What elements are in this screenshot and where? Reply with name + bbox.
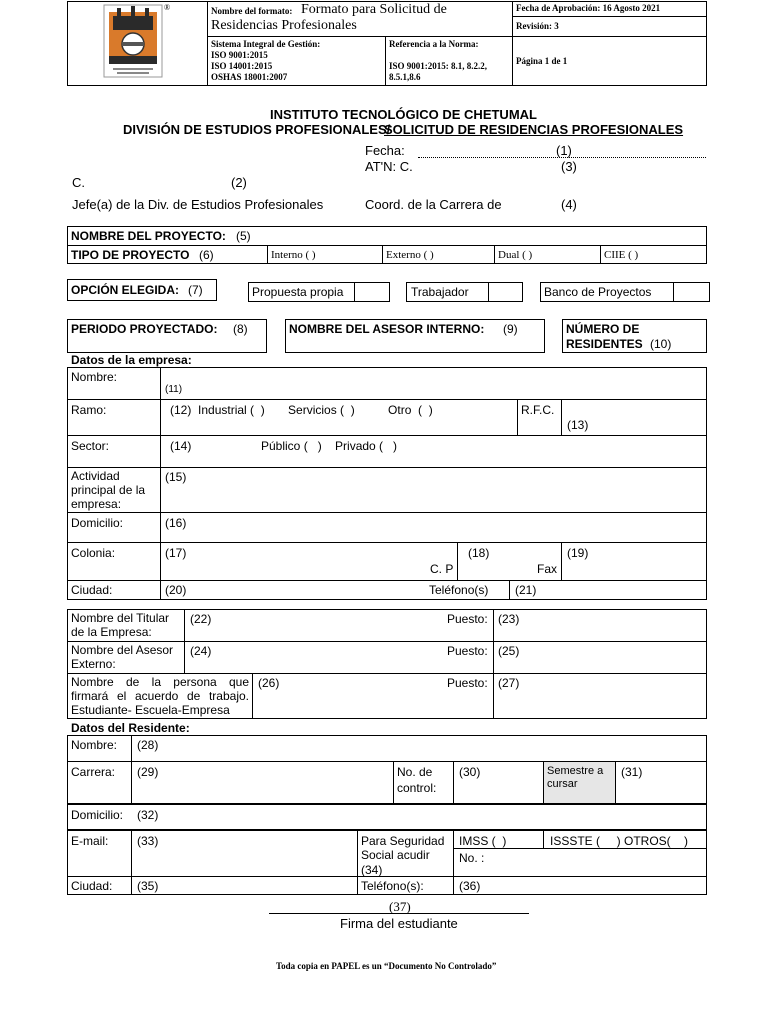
divider [385, 36, 386, 86]
format-name-2: Residencias Profesionales [211, 18, 357, 33]
control-label-2: control: [397, 781, 437, 795]
control-label-1: No. de [397, 765, 433, 779]
project-name-label: NOMBRE DEL PROYECTO: [71, 229, 226, 243]
company-ciudad-label: Ciudad: [71, 583, 113, 597]
imss-option[interactable]: IMSS ( ) [459, 834, 507, 848]
footer-note: Toda copia en PAPEL es un “Documento No Controlado” [276, 961, 497, 971]
company-ramo-options[interactable]: (12) Industrial ( ) Servicios ( ) Otro ( ) [170, 403, 433, 417]
divider [67, 641, 707, 642]
format-name-1: Formato para Solicitud de [301, 2, 447, 17]
company-sector-label: Sector: [71, 439, 110, 453]
divider [615, 761, 616, 804]
divider [354, 282, 355, 302]
student-n34[interactable]: (34) [361, 863, 383, 877]
advisor-label: NOMBRE DEL ASESOR INTERNO: [289, 322, 485, 336]
semestre-label-1: Semestre a [547, 765, 604, 777]
company-n17[interactable]: (17) [165, 546, 187, 560]
institute-title: INSTITUTO TECNOLÓGICO DE CHETUMAL [270, 107, 537, 122]
student-domicilio-label: Domicilio: [71, 808, 124, 822]
company-n27[interactable]: (27) [498, 676, 520, 690]
type-externo[interactable]: Externo ( ) [386, 249, 434, 261]
iso-14001: ISO 14001:2015 [211, 61, 273, 71]
divider [488, 282, 489, 302]
divider [67, 435, 707, 436]
divider [512, 16, 707, 17]
divider [494, 245, 495, 264]
company-domicilio-label: Domicilio: [71, 516, 124, 530]
type-dual[interactable]: Dual ( ) [498, 249, 533, 261]
student-carrera-label: Carrera: [71, 765, 116, 779]
residents-label-2: RESIDENTES [566, 337, 643, 351]
company-nombre-label: Nombre: [71, 370, 118, 384]
company-ramo-label: Ramo: [71, 403, 107, 417]
company-n24[interactable]: (24) [190, 644, 212, 658]
company-n14: (14) [170, 439, 192, 453]
student-n30[interactable]: (30) [459, 765, 481, 779]
asesor-ext-label: Nombre del Asesor Externo: [71, 643, 174, 671]
student-section-title: Datos del Residente: [71, 721, 190, 735]
project-type-label: TIPO DE PROYECTO [71, 248, 190, 262]
option-trabajador-label: Trabajador [411, 285, 469, 299]
system-title: Sistema Integral de Gestión: [211, 39, 321, 49]
company-n13[interactable]: (13) [567, 418, 589, 432]
student-ciudad-label: Ciudad: [71, 879, 113, 893]
c-num: (2) [231, 175, 247, 190]
company-n26[interactable]: (26) [258, 676, 280, 690]
ss-number-label[interactable]: No. : [459, 851, 485, 865]
issste-options[interactable]: ISSSTE ( ) OTROS( ) [550, 834, 689, 848]
divider [453, 830, 454, 895]
divider [67, 512, 707, 513]
c-label: C. [72, 175, 85, 190]
institution-logo [103, 4, 163, 78]
company-n23[interactable]: (23) [498, 612, 520, 626]
seguridad-label-1: Para Seguridad [361, 834, 445, 848]
type-interno[interactable]: Interno ( ) [271, 249, 316, 261]
project-type-num: (6) [199, 248, 214, 262]
signature-num: (37) [389, 899, 411, 914]
project-name-num[interactable]: (5) [236, 229, 251, 243]
oshas: OSHAS 18001:2007 [211, 72, 288, 82]
company-table [67, 367, 707, 600]
norm-ref-2: 8.5.1,8.6 [389, 72, 421, 82]
student-telefono-label: Teléfono(s): [361, 879, 424, 893]
company-actividad-label: Actividad principal de la empresa: [71, 469, 146, 511]
option-label: OPCIÓN ELEGIDA: [71, 283, 180, 297]
divider [67, 399, 707, 400]
residents-num: (10) [650, 337, 672, 351]
divider [673, 282, 674, 302]
company-n15[interactable]: (15) [165, 470, 187, 484]
divider [512, 1, 513, 86]
divider [357, 830, 358, 895]
student-n29[interactable]: (29) [137, 765, 159, 779]
company-n20[interactable]: (20) [165, 583, 187, 597]
puesto-label-1: Puesto: [447, 612, 488, 626]
divider [67, 876, 707, 877]
norm-ref-title: Referencia a la Norma: [389, 39, 479, 49]
company-n18[interactable]: (18) [468, 546, 490, 560]
company-telefono-label: Teléfono(s) [429, 583, 489, 597]
fecha-num: (1) [556, 143, 572, 158]
divider [267, 245, 268, 264]
atn-num: (3) [561, 159, 577, 174]
student-n36[interactable]: (36) [459, 879, 481, 893]
divider [382, 245, 383, 264]
semestre-label-2: cursar [547, 778, 578, 790]
format-label: Nombre del formato: [211, 6, 293, 16]
student-email-label: E-mail: [71, 834, 109, 848]
divider [207, 36, 512, 37]
divider [600, 245, 601, 264]
page-number: Página 1 de 1 [516, 56, 568, 66]
seguridad-label-2: Social acudir [361, 848, 430, 862]
student-n28[interactable]: (28) [137, 738, 159, 752]
solicitud-title: SOLICITUD DE RESIDENCIAS PROFESIONALES [384, 122, 684, 137]
company-rfc-label: R.F.C. [521, 403, 555, 417]
divider [517, 399, 518, 435]
jefe-label: Jefe(a) de la Div. de Estudios Profesionales [72, 197, 324, 212]
divider [252, 673, 253, 719]
period-label: PERIODO PROYECTADO: [71, 322, 218, 336]
student-nombre-label: Nombre: [71, 738, 118, 752]
company-n11[interactable]: (11) [165, 384, 183, 395]
type-ciie[interactable]: CIIE ( ) [604, 249, 639, 261]
company-n25[interactable]: (25) [498, 644, 520, 658]
company-n19[interactable]: (19) [567, 546, 589, 560]
option-banco-label: Banco de Proyectos [544, 285, 652, 299]
period-num: (8) [233, 322, 248, 336]
coord-num: (4) [561, 197, 577, 212]
divider [493, 609, 494, 719]
divider [561, 399, 562, 435]
divider [453, 761, 454, 804]
company-colonia-label: Colonia: [71, 546, 116, 560]
company-cp-label: C. P [430, 562, 454, 576]
divider [131, 735, 132, 804]
residents-label-1: NÚMERO DE [566, 322, 640, 336]
division-title: DIVISIÓN DE ESTUDIOS PROFESIONALES/ [123, 122, 391, 137]
puesto-label-3: Puesto: [447, 676, 488, 690]
divider [457, 542, 458, 580]
company-n22[interactable]: (22) [190, 612, 212, 626]
option-num: (7) [188, 283, 203, 297]
divider [561, 542, 562, 580]
approval-date: Fecha de Aprobación: 16 Agosto 2021 [516, 3, 661, 13]
divider [207, 1, 208, 86]
company-section-title: Datos de la empresa: [71, 353, 192, 367]
divider [160, 367, 161, 600]
student-n31[interactable]: (31) [621, 765, 643, 779]
puesto-label-2: Puesto: [447, 644, 488, 658]
divider [509, 580, 510, 600]
company-fax-label: Fax [537, 562, 558, 576]
divider [131, 830, 132, 895]
registered-mark: ® [164, 3, 171, 12]
option-propuesta-label: Propuesta propia [252, 285, 344, 299]
student-domicilio-row [67, 804, 707, 830]
coord-label: Coord. de la Carrera de [365, 197, 502, 212]
divider [67, 542, 707, 543]
company-sector-options[interactable]: Público ( ) Privado ( ) [261, 439, 398, 453]
company-n21[interactable]: (21) [515, 583, 537, 597]
divider [67, 580, 707, 581]
divider [543, 830, 544, 848]
divider [512, 36, 707, 37]
iso-9001: ISO 9001:2015 [211, 50, 268, 60]
divider [67, 673, 707, 674]
company-n16[interactable]: (16) [165, 516, 187, 530]
fecha-label: Fecha: [365, 143, 405, 158]
student-n33[interactable]: (33) [137, 834, 159, 848]
student-n32[interactable]: (32) [137, 808, 159, 822]
divider [184, 609, 185, 673]
revision: Revisión: 3 [516, 21, 559, 31]
divider [393, 761, 394, 804]
titular-label: Nombre del Titular de la Empresa: [71, 611, 170, 639]
advisor-num: (9) [503, 322, 518, 336]
student-n35[interactable]: (35) [137, 879, 159, 893]
divider [67, 245, 707, 246]
norm-ref-1: ISO 9001:2015: 8.1, 8.2.2, [389, 61, 488, 71]
atn-label: AT'N: C. [365, 159, 413, 174]
firmara-label: Nombre de la persona que firmará el acuerdo de trabajo. Estudiante- Escuela-Empresa [71, 675, 249, 717]
signature-label: Firma del estudiante [340, 916, 458, 931]
divider [67, 467, 707, 468]
